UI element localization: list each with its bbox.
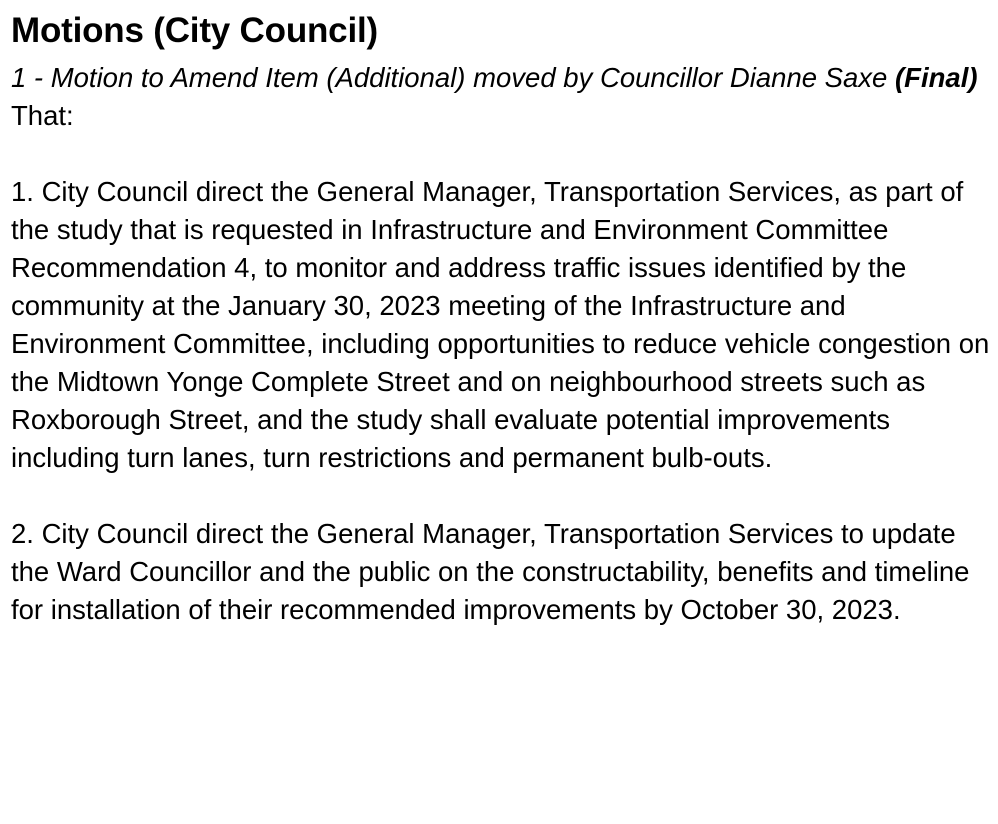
motion-heading: 1 - Motion to Amend Item (Additional) moved by Councillor Dianne Saxe: [11, 62, 888, 93]
motion-status: (Final): [895, 62, 978, 93]
motion-paragraph-1: 1. City Council direct the General Manager, Transportation Services, as part of the study that is requested in Infrastructure and Environment Committee Recommendation 4, to monitor and address traffic issues identified by the community at the January 30, 2023 meeting of the Infrastructure and Environment Committee, including opportunities to reduce vehicle congestion on the Midtown Yonge Complete Street and on neighbourhood streets such as Roxborough Street, and the study shall evaluate potential improvements including turn lanes, turn restrictions and permanent bulb-outs.: [11, 176, 990, 473]
motion-lead: That:: [11, 100, 74, 131]
page-title: Motions (City Council): [11, 11, 378, 50]
motion-paragraph-2: 2. City Council direct the General Manager, Transportation Services to update the Ward Councillor and the public on the constructability, benefits and timeline for installation of their recommended improvements by October 30, 2023.: [11, 518, 970, 625]
motion-block: [11, 59, 998, 135]
